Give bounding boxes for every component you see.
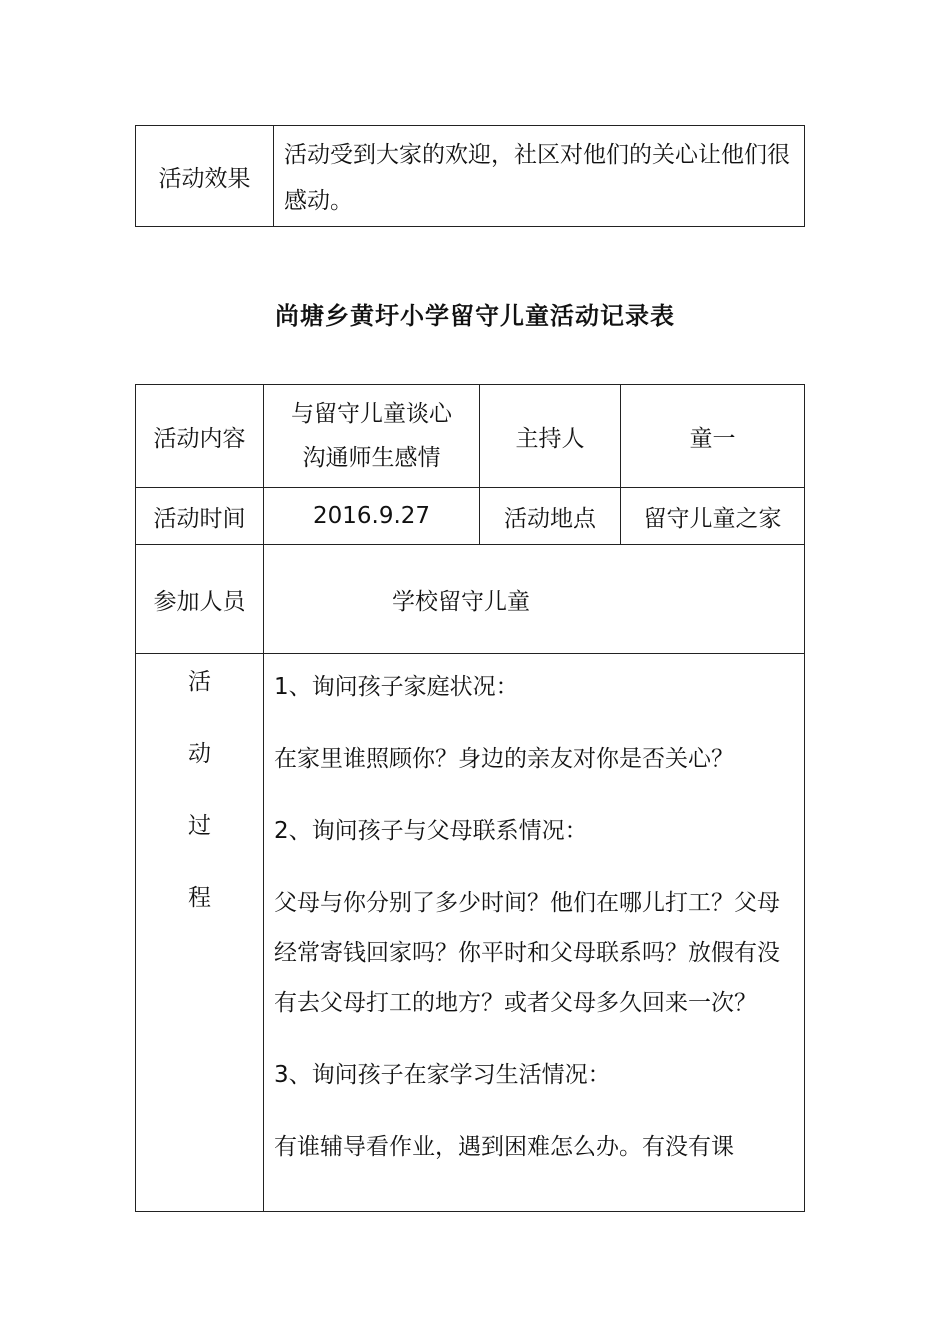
participants-value: 学校留守儿童 bbox=[264, 545, 805, 654]
host-value: 童一 bbox=[621, 385, 805, 488]
process-row bbox=[136, 654, 805, 1212]
activity-content-line-1: 与留守儿童谈心 bbox=[291, 401, 452, 427]
activity-place-label: 活动地点 bbox=[480, 488, 621, 545]
activity-record-table bbox=[135, 384, 805, 1212]
activity-effect-row bbox=[136, 126, 805, 227]
process-item-text-3: 有谁辅导看作业，遇到困难怎么办。有没有课 bbox=[274, 1134, 734, 1160]
participants-label: 参加人员 bbox=[136, 545, 264, 654]
process-item-text-2: 父母与你分别了多少时间？他们在哪儿打工？父母经常寄钱回家吗？你平时和父母联系吗？放假有没有去父母打工的地方？或者父母多久回来一次？ bbox=[274, 890, 780, 1016]
time-row bbox=[136, 488, 805, 545]
process-item-heading-3: 3、询问孩子在家学习生活情况： bbox=[274, 1062, 611, 1088]
process-label-char: 动 bbox=[188, 741, 211, 767]
document-title: 尚塘乡黄圩小学留守儿童活动记录表 bbox=[275, 302, 675, 330]
activity-time-label: 活动时间 bbox=[136, 488, 264, 545]
activity-content-value bbox=[264, 385, 480, 488]
process-item-heading-1: 1、询问孩子家庭状况： bbox=[274, 674, 519, 700]
host-label: 主持人 bbox=[480, 385, 621, 488]
participants-row bbox=[136, 545, 805, 654]
process-item-text-1: 在家里谁照顾你？身边的亲友对你是否关心？ bbox=[274, 746, 734, 772]
activity-content-label: 活动内容 bbox=[136, 385, 264, 488]
activity-effect-table bbox=[135, 125, 805, 227]
process-label-char: 过 bbox=[188, 813, 211, 839]
content-row bbox=[136, 385, 805, 488]
process-label-char: 活 bbox=[188, 669, 211, 695]
activity-content-line-2: 沟通师生感情 bbox=[302, 445, 441, 471]
activity-place-value: 留守儿童之家 bbox=[621, 488, 805, 545]
process-label-char: 程 bbox=[188, 885, 211, 911]
activity-process-label bbox=[136, 654, 264, 1212]
process-item-heading-2: 2、询问孩子与父母联系情况： bbox=[274, 818, 588, 844]
activity-time-value: 2016.9.27 bbox=[264, 488, 480, 545]
activity-effect-content: 活动受到大家的欢迎，社区对他们的关心让他们很感动。 bbox=[274, 126, 805, 227]
activity-process-content bbox=[264, 654, 805, 1212]
activity-effect-label: 活动效果 bbox=[136, 126, 274, 227]
